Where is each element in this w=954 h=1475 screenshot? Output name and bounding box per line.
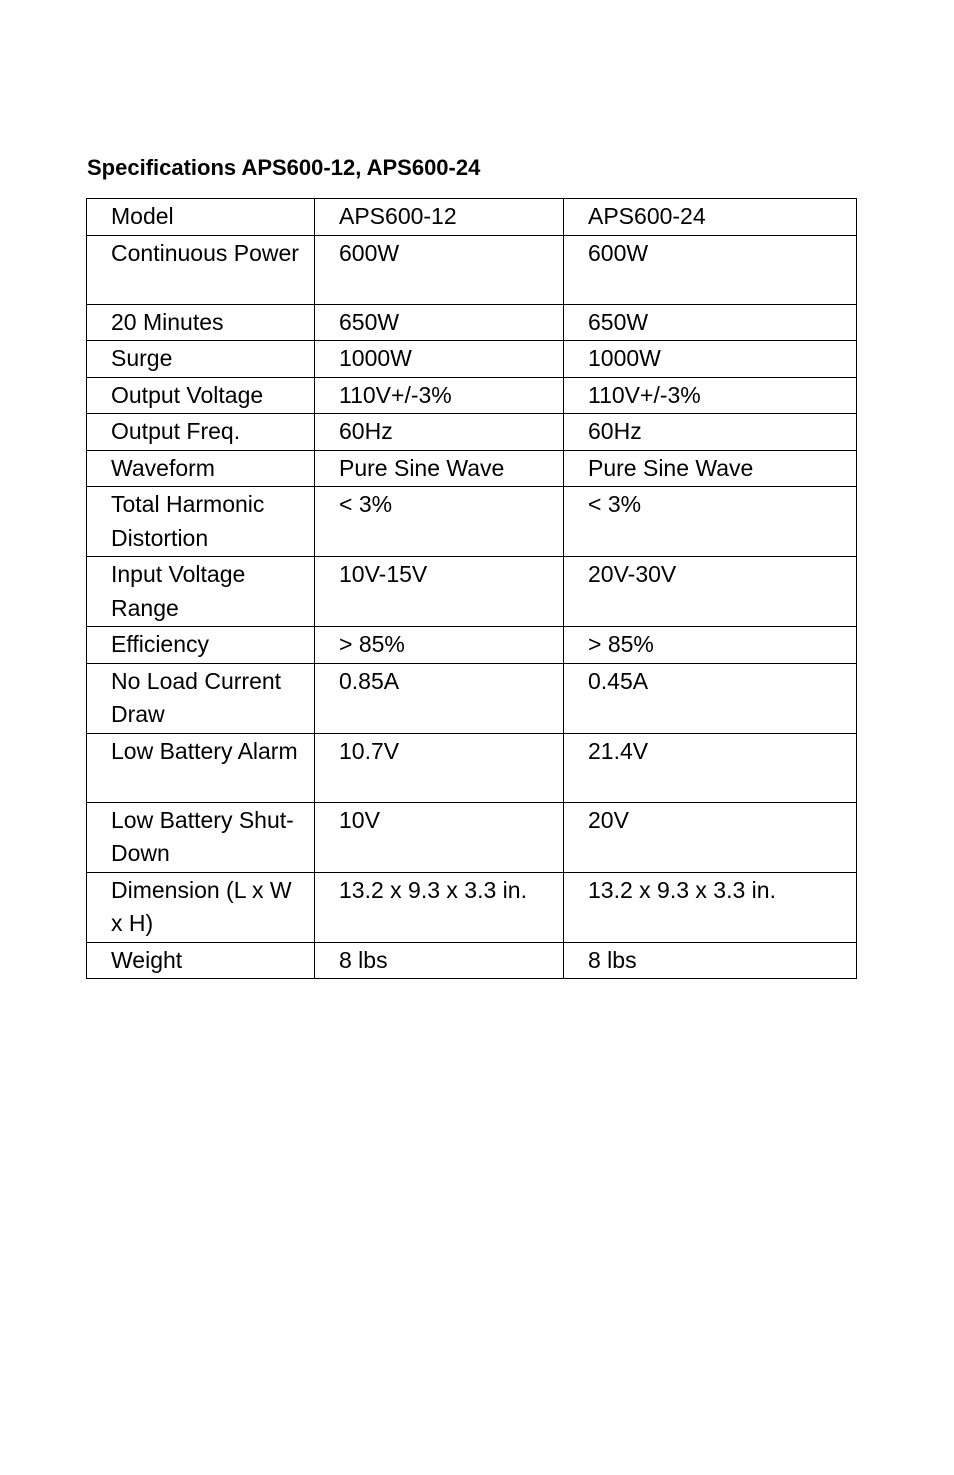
aps600-12-value-cell: 13.2 x 9.3 x 3.3 in. — [315, 872, 564, 942]
aps600-24-value-cell: 1000W — [564, 341, 857, 378]
spec-label-cell: Surge — [87, 341, 315, 378]
spec-label-cell: Output Voltage — [87, 377, 315, 414]
aps600-24-value-cell: 600W — [564, 235, 857, 304]
aps600-24-value-cell: < 3% — [564, 487, 857, 557]
aps600-12-value-cell: Pure Sine Wave — [315, 450, 564, 487]
spec-label-cell: Low Battery Alarm — [87, 733, 315, 802]
aps600-24-value-cell: 20V — [564, 802, 857, 872]
aps600-12-value-cell: 650W — [315, 304, 564, 341]
aps600-12-value-cell: 600W — [315, 235, 564, 304]
aps600-12-value-cell: 1000W — [315, 341, 564, 378]
aps600-12-value-cell: 0.85A — [315, 663, 564, 733]
spec-label-cell: Continuous Power — [87, 235, 315, 304]
table-row — [87, 802, 857, 872]
aps600-24-value-cell: 0.45A — [564, 663, 857, 733]
table-row — [87, 450, 857, 487]
aps600-12-value-cell: 60Hz — [315, 414, 564, 451]
table-row — [87, 942, 857, 979]
aps600-12-value-cell: 8 lbs — [315, 942, 564, 979]
table-row — [87, 487, 857, 557]
spec-label-cell: Model — [87, 199, 315, 236]
aps600-12-value-cell: 110V+/-3% — [315, 377, 564, 414]
aps600-12-value-cell: > 85% — [315, 627, 564, 664]
table-row — [87, 377, 857, 414]
spec-label-cell: Weight — [87, 942, 315, 979]
page-title: Specifications APS600-12, APS600-24 — [87, 155, 481, 180]
specifications-table-body — [87, 199, 857, 979]
aps600-24-value-cell: 60Hz — [564, 414, 857, 451]
spec-label-cell: Output Freq. — [87, 414, 315, 451]
aps600-24-value-cell: Pure Sine Wave — [564, 450, 857, 487]
aps600-12-value-cell: 10V — [315, 802, 564, 872]
table-row — [87, 414, 857, 451]
table-row — [87, 663, 857, 733]
spec-label-cell: Dimension (L x W x H) — [87, 872, 315, 942]
table-row — [87, 733, 857, 802]
aps600-12-value-cell: 10.7V — [315, 733, 564, 802]
aps600-12-value-cell: APS600-12 — [315, 199, 564, 236]
aps600-24-value-cell: 20V-30V — [564, 557, 857, 627]
spec-label-cell: 20 Minutes — [87, 304, 315, 341]
spec-label-cell: Input Voltage Range — [87, 557, 315, 627]
spec-label-cell: Low Battery Shut-Down — [87, 802, 315, 872]
table-row — [87, 304, 857, 341]
specifications-table — [86, 198, 857, 979]
aps600-24-value-cell: 21.4V — [564, 733, 857, 802]
aps600-24-value-cell: APS600-24 — [564, 199, 857, 236]
spec-label-cell: Efficiency — [87, 627, 315, 664]
table-row — [87, 557, 857, 627]
aps600-24-value-cell: 650W — [564, 304, 857, 341]
table-row — [87, 235, 857, 304]
aps600-24-value-cell: 8 lbs — [564, 942, 857, 979]
aps600-12-value-cell: < 3% — [315, 487, 564, 557]
table-row — [87, 199, 857, 236]
table-row — [87, 627, 857, 664]
aps600-24-value-cell: 13.2 x 9.3 x 3.3 in. — [564, 872, 857, 942]
aps600-24-value-cell: 110V+/-3% — [564, 377, 857, 414]
spec-label-cell: Waveform — [87, 450, 315, 487]
table-row — [87, 341, 857, 378]
aps600-12-value-cell: 10V-15V — [315, 557, 564, 627]
spec-label-cell: No Load Current Draw — [87, 663, 315, 733]
spec-label-cell: Total Harmonic Distortion — [87, 487, 315, 557]
aps600-24-value-cell: > 85% — [564, 627, 857, 664]
table-row — [87, 872, 857, 942]
